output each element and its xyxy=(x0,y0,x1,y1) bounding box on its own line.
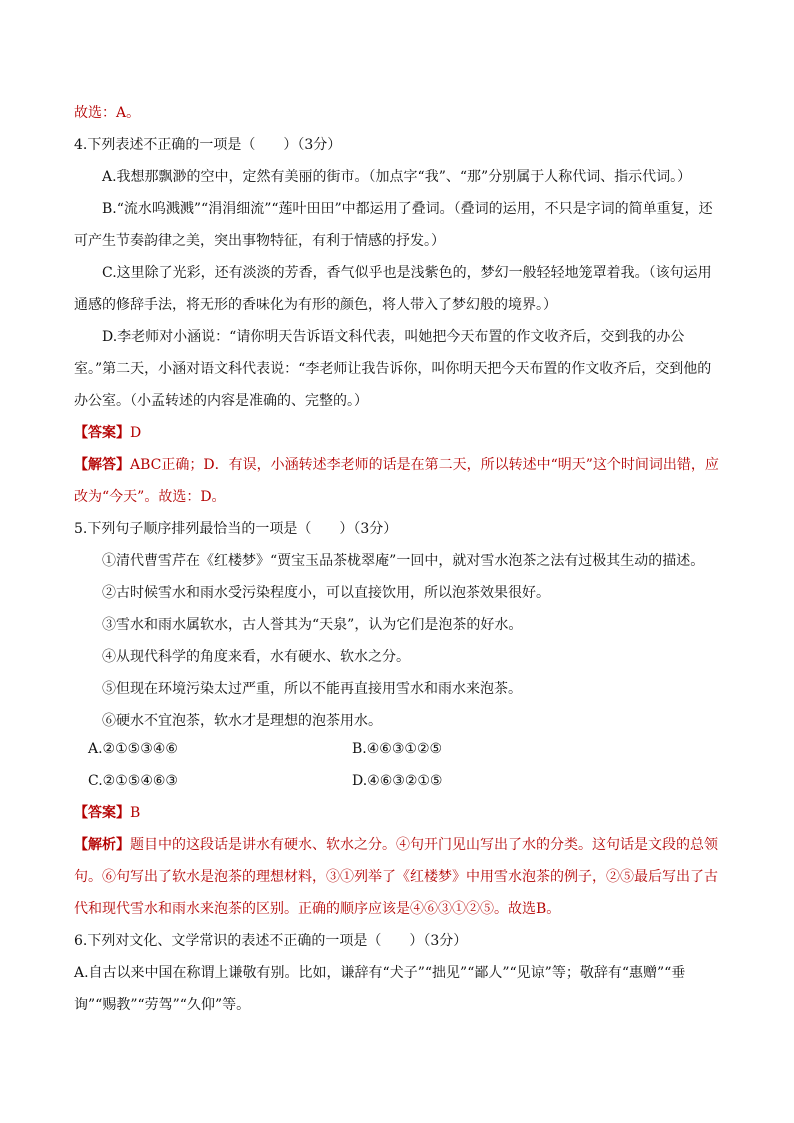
q5-option-a: A.②①⑤③④⑥ xyxy=(88,741,178,757)
q4-option-b: B.“流水呜溅溅”“涓涓细流”“莲叶田田”中都运用了叠词。（叠词的运用，不只是字词的简单重复，还可产生节奏韵律之美，突出事物特征，有利于情感的抒发。） xyxy=(74,201,713,249)
q4-option-d: D.李老师对小涵说：“请你明天告诉语文科代表，叫她把今天布置的作文收齐后，交到我的办公室。”第二天，小涵对语文科代表说：“李老师让我告诉你，叫你明天把今天布置的作文收齐后，交到他的办公室。（小孟转述的内容是准确的、完整的。） xyxy=(74,329,712,409)
q5-sentence-5: ⑤但现在环境污染太过严重，所以不能再直接用雪水和雨水来泡茶。 xyxy=(102,681,522,697)
q4-option-c: C.这里除了光彩，还有淡淡的芳香，香气似乎也是浅紫色的，梦幻一般轻轻地笼罩着我。（该句运用通感的修辞手法，将无形的香味化为有形的颜色，将人带入了梦幻般的境界。） xyxy=(74,265,712,313)
q5-option-d: D.④⑥③②①⑤ xyxy=(352,773,443,789)
explain-text: ABC正确；D．有误，小涵转述李老师的话是在第二天，所以转述中“明天”这个时间词出错，应改为“今天”。故选：D。 xyxy=(74,457,719,505)
q5-sentence-2: ②古时候雪水和雨水受污染程度小，可以直接饮用，所以泡茶效果很好。 xyxy=(102,585,550,601)
q5-stem: 5.下列句子顺序排列最恰当的一项是（ ）（3分） xyxy=(74,521,398,537)
answer-label: 【答案】 xyxy=(74,425,130,441)
explain-label: 【解答】 xyxy=(74,457,130,473)
q5-sentence-4: ④从现代科学的角度来看，水有硬水、软水之分。 xyxy=(102,649,410,665)
q5-answer xyxy=(74,797,724,829)
answer-label: 【答案】 xyxy=(74,805,130,821)
q5-explanation xyxy=(74,829,724,925)
q6-option-a: A.自古以来中国在称谓上谦敬有别。比如，谦辞有“犬子”“拙见”“鄙人”“见谅”等；敬辞有“惠赠”“垂询”“赐教”“劳驾”“久仰”等。 xyxy=(74,965,686,1013)
answer-value: B xyxy=(130,805,141,821)
q4-stem: 4.下列表述不正确的一项是（ ）（3分） xyxy=(74,137,342,153)
q5-sentence-6: ⑥硬水不宜泡茶，软水才是理想的泡茶用水。 xyxy=(102,713,382,729)
explain-label: 【解析】 xyxy=(74,837,130,853)
q4-explanation xyxy=(74,449,724,513)
explain-text: 题目中的这段话是讲水有硬水、软水之分。④句开门见山写出了水的分类。这句话是文段的总领句。⑥句写出了软水是泡茶的理想材料，③①列举了《红楼梦》中用雪水泡茶的例子，②⑤最后写出了古代和现代雪水和雨水来泡茶的区别。正确的顺序应该是④⑥③①②⑤。故选B。 xyxy=(74,837,718,917)
q5-sentence-1: ①清代曹雪芹在《红楼梦》“贾宝玉品茶栊翠庵”一回中，就对雪水泡茶之法有过极其生动的描述。 xyxy=(102,553,705,569)
q5-sentence-3: ③雪水和雨水属软水，古人誉其为“天泉”，认为它们是泡茶的好水。 xyxy=(102,617,523,633)
q3-conclusion: 故选：A。 xyxy=(74,105,141,121)
q5-option-b: B.④⑥③①②⑤ xyxy=(352,741,443,757)
q4-answer xyxy=(74,417,724,449)
q5-option-c: C.②①⑤④⑥③ xyxy=(88,773,178,789)
q4-option-a: A.我想那飘渺的空中，定然有美丽的街市。（加点字“我”、“那”分别属于人称代词、指示代词。） xyxy=(102,169,692,185)
q6-stem: 6.下列对文化、文学常识的表述不正确的一项是（ ）（3分） xyxy=(74,933,468,949)
answer-value: D xyxy=(130,425,142,441)
